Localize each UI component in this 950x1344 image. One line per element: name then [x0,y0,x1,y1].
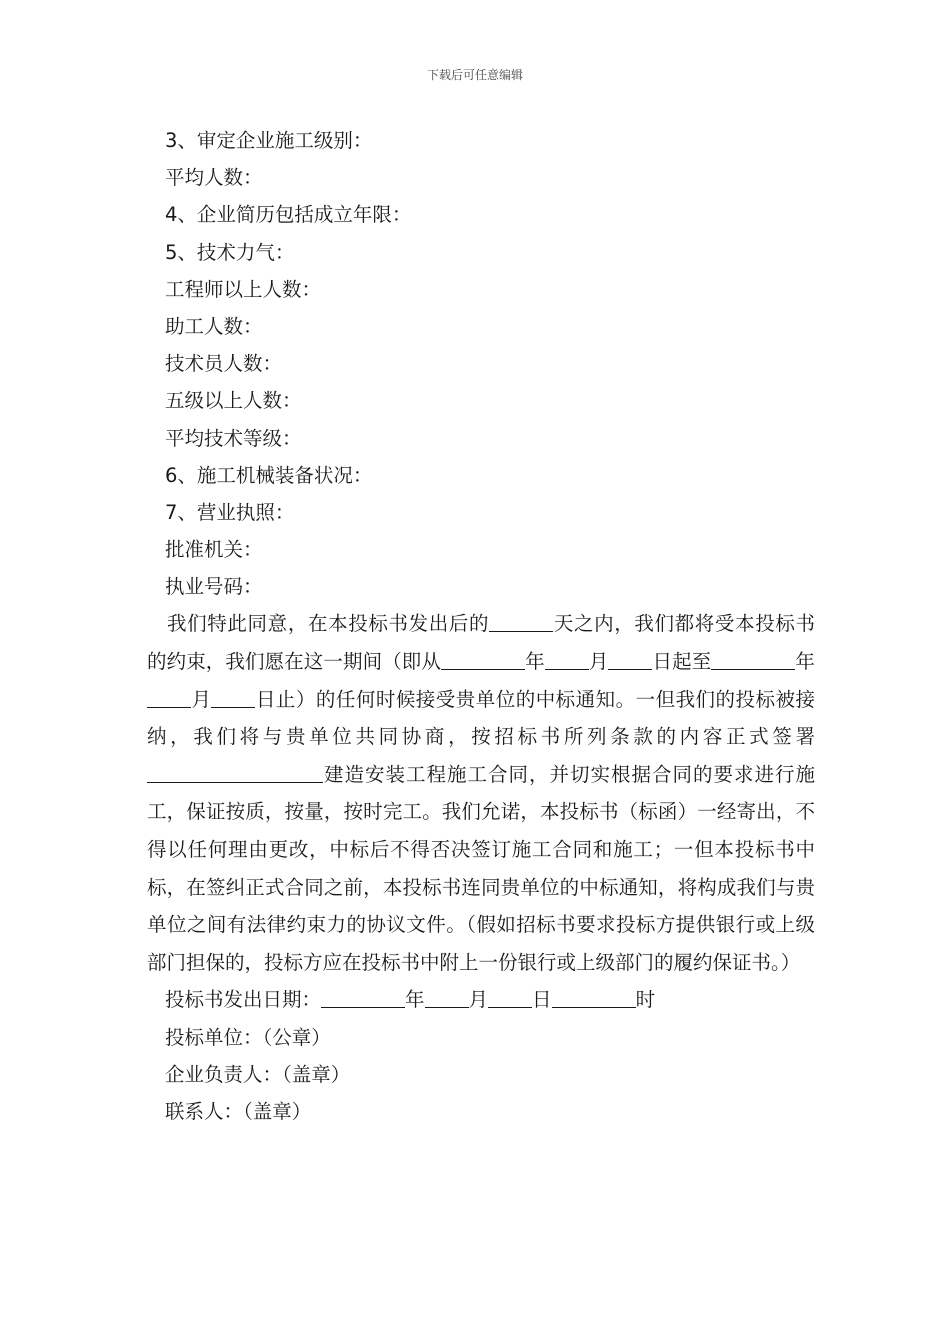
document-body [147,122,815,1130]
item-business-license: 7、营业执照： [165,500,295,524]
item-enterprise-history: 4、企业简历包括成立年限： [165,203,412,227]
day-label: 日 [532,988,552,1012]
enterprise-manager-line: 企业负责人：（盖章） [165,1062,351,1086]
item-engineers-count: 工程师以上人数： [165,277,322,301]
date-line [147,981,815,1018]
para-text-5: 日起至 [652,650,712,674]
para-text-1: 我们特此同意，在本投标书发出后的 [167,612,490,636]
item-license-number: 执业号码： [165,575,263,599]
contact-person-line: 联系人：（盖章） [165,1099,312,1123]
para-text-7: 月 [191,687,212,711]
issue-month-blank[interactable] [425,987,469,1008]
item-approval-authority: 批准机关： [165,538,263,562]
item-average-tech-grade: 平均技术等级： [165,426,302,450]
month-label: 月 [468,988,489,1012]
para-text-9: 建造安装工程施工合同，并切实根据合同的要求进行施工，保证按质，按量，按时完工。我们允诺，本投标书（标函）一经寄出，不得以任何理由更改，中标后不得否决签订施工合同和施工；一但本投标书中标，在签纠正式合同之前，本投标书连同贵单位的中标通知，将构成我们与贵单位之间有法律约束力的协议文件。（假如招标书要求投标方提供银行或上级部门担保的，投标方应在投标书中附上一份银行或上级部门的履约保证书。） [147,762,815,974]
item-average-headcount: 平均人数： [165,166,263,190]
hour-label: 时 [635,988,656,1012]
issue-day-blank[interactable] [488,987,532,1008]
page-header: 下载后可任意编辑 [426,68,523,82]
date-label: 投标书发出日期： [165,988,322,1012]
item-technicians-count: 技术员人数： [165,352,283,376]
end-day-blank[interactable] [211,687,255,708]
bid-statement-paragraph [147,605,815,981]
start-year-blank[interactable] [441,649,525,670]
start-day-blank[interactable] [608,649,652,670]
year-label: 年 [405,988,425,1012]
bidder-unit-line: 投标单位：（公章） [165,1025,331,1049]
para-text-4: 月 [588,650,609,674]
days-blank[interactable] [489,611,553,632]
item-enterprise-level: 3、审定企业施工级别： [165,129,373,152]
project-name-blank[interactable] [147,762,323,783]
para-text-2: 天之内，我们都将受本投标书的约束，我们愿在这一期间（即从 [147,612,815,674]
end-month-blank[interactable] [147,687,191,708]
item-assistant-engineers-count: 助工人数： [165,314,263,338]
item-grade5-count: 五级以上人数： [165,389,302,413]
item-technical-strength: 5、技术力气： [165,240,295,264]
para-text-3: 年 [525,650,545,674]
end-year-blank[interactable] [711,649,795,670]
para-text-6: 年 [795,650,815,674]
issue-hour-blank[interactable] [552,987,636,1008]
issue-year-blank[interactable] [321,987,405,1008]
para-text-8: 日止）的任何时候接受贵单位的中标通知。一但我们的投标被接纳，我们将与贵单位共同协商，按招标书所列条款的内容正式签署 [147,687,815,749]
start-month-blank[interactable] [545,649,589,670]
item-machinery-status: 6、施工机械装备状况： [165,463,373,487]
